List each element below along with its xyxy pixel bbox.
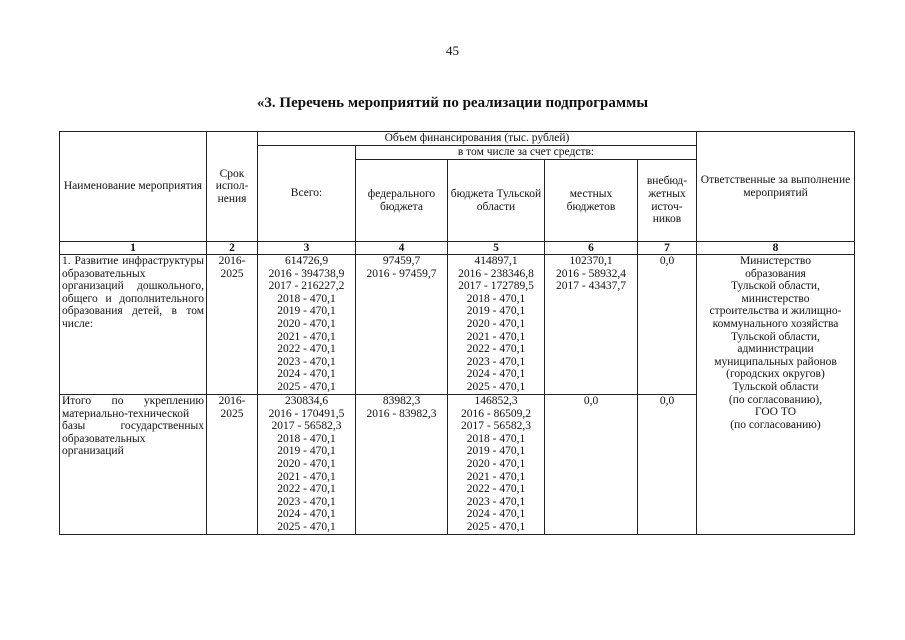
cell-line: Тульской области, (731, 330, 820, 343)
cell-line: 2016 - 97459,7 (366, 267, 437, 280)
cell-line: 2024 - 470,1 (466, 368, 526, 381)
header-federal: федерального бюджета (356, 160, 448, 242)
cell-line: 2020 - 470,1 (277, 317, 336, 330)
cell-line: 2023 - 470,1 (277, 495, 336, 508)
cell-line: 2021 - 470,1 (466, 330, 526, 343)
cell-line: (по согласованию) (730, 418, 821, 431)
cell-line: 2020 - 470,1 (277, 457, 336, 470)
cell-line: 2022 - 470,1 (466, 343, 526, 356)
cell-line: 146852,3 (474, 395, 518, 407)
cell-line: образования (745, 267, 806, 280)
cell-line: 2021 - 470,1 (277, 330, 336, 343)
cell-line: 2018 - 470,1 (466, 432, 526, 445)
cell-line: 2016 - 58932,4 (556, 267, 626, 280)
header-offbudget: внебюд-жетных источ-ников (638, 160, 697, 242)
cell-line: 2023 - 470,1 (277, 355, 336, 368)
page-number: 45 (446, 43, 459, 58)
cell-line: 414897,1 (474, 255, 518, 267)
cell-line: 2016 - 83982,3 (366, 407, 437, 420)
offbudget-amount: 0,0 (638, 255, 697, 395)
cell-line: 97459,7 (382, 255, 421, 267)
total-amounts (258, 395, 356, 535)
cell-line: 2018 - 470,1 (466, 292, 526, 305)
column-number: 5 (448, 242, 545, 255)
measure-name: Итого по укреплению материально-технической базы государственных образовательных организаций (60, 395, 207, 535)
cell-line: (городских округов) (726, 368, 825, 381)
cell-line: Тульской области, (731, 280, 820, 293)
measures-table (59, 131, 855, 535)
cell-line: 230834,6 (284, 395, 329, 407)
cell-line: 2022 - 470,1 (466, 483, 526, 496)
column-number: 4 (356, 242, 448, 255)
cell-line: администрации (737, 343, 814, 356)
cell-line: 2022 - 470,1 (277, 343, 336, 356)
federal-amounts (356, 395, 448, 535)
cell-line: 2016 - 170491,5 (268, 407, 345, 420)
cell-line: 2025 - 470,1 (277, 380, 336, 393)
offbudget-amount: 0,0 (638, 395, 697, 535)
column-number-row (60, 242, 855, 255)
column-number: 7 (638, 242, 697, 255)
cell-line: 2016 - 86509,2 (461, 407, 531, 420)
header-regional: бюджета Тульской области (448, 160, 545, 242)
total-amounts (258, 255, 356, 395)
cell-line: 2024 - 470,1 (277, 368, 336, 381)
header-total: Всего: (258, 146, 356, 242)
cell-line: 2019 - 470,1 (277, 445, 336, 458)
local-amounts (545, 395, 638, 535)
cell-line: 2020 - 470,1 (466, 317, 526, 330)
cell-line: 2017 - 56582,3 (271, 420, 342, 433)
header-local: местных бюджетов (545, 160, 638, 242)
measure-name: 1. Развитие инфраструктуры образовательных организаций дошкольного, общего и дополнительного образования детей, в том числе: (60, 255, 207, 395)
cell-line: 2020 - 470,1 (466, 457, 526, 470)
cell-line: 2017 - 216227,2 (268, 280, 345, 293)
cell-line: Тульской области (732, 380, 819, 393)
cell-line: 2019 - 470,1 (466, 445, 526, 458)
page-heading: «3. Перечень мероприятий по реализации подпрограммы (256, 95, 649, 111)
cell-line: строительства и жилищно- (709, 305, 842, 318)
cell-line: 2019 - 470,1 (277, 305, 336, 318)
cell-line: 0,0 (583, 395, 599, 407)
cell-line: ГОО ТО (754, 406, 797, 419)
cell-line: 2017 - 43437,7 (556, 280, 626, 293)
responsible-executors (697, 255, 855, 535)
measure-term: 2016-2025 (207, 395, 258, 535)
cell-line: 2021 - 470,1 (466, 470, 526, 483)
cell-line: 2025 - 470,1 (466, 520, 526, 533)
cell-line: министерство (741, 292, 810, 305)
cell-line: 2023 - 470,1 (466, 355, 526, 368)
table-row (60, 255, 855, 395)
cell-line: 2025 - 470,1 (277, 520, 336, 533)
local-amounts (545, 255, 638, 395)
cell-line: 2024 - 470,1 (277, 508, 336, 521)
cell-line: 2016 - 394738,9 (268, 267, 345, 280)
federal-amounts (356, 255, 448, 395)
cell-line: 2017 - 56582,3 (461, 420, 531, 433)
cell-line: 2025 - 470,1 (466, 380, 526, 393)
cell-line: 2022 - 470,1 (277, 483, 336, 496)
column-number: 6 (545, 242, 638, 255)
measure-term: 2016-2025 (207, 255, 258, 395)
header-sources: в том числе за счет средств: (356, 146, 697, 160)
cell-line: 2023 - 470,1 (466, 495, 526, 508)
regional-amounts (448, 395, 545, 535)
cell-line: 83982,3 (382, 395, 421, 407)
cell-line: муниципальных районов (714, 355, 837, 368)
header-responsible: Ответственные за выполнение мероприятий (697, 132, 855, 242)
cell-line: 102370,1 (569, 255, 613, 267)
header-funding: Объем финансирования (тыс. рублей) (258, 132, 697, 146)
header-term: Срок испол-нения (207, 132, 258, 242)
column-number: 1 (60, 242, 207, 255)
column-number: 2 (207, 242, 258, 255)
cell-line: Министерство (740, 255, 811, 267)
cell-line: коммунального хозяйства (712, 317, 839, 330)
column-number: 8 (697, 242, 855, 255)
column-number: 3 (258, 242, 356, 255)
cell-line: 614726,9 (284, 255, 329, 267)
header-name: Наименование мероприятия (60, 132, 207, 242)
regional-amounts (448, 255, 545, 395)
cell-line: 2018 - 470,1 (277, 292, 336, 305)
cell-line: 2018 - 470,1 (277, 432, 336, 445)
cell-line: (по согласованию), (728, 393, 823, 406)
cell-line: 2024 - 470,1 (466, 508, 526, 521)
cell-line: 2019 - 470,1 (466, 305, 526, 318)
cell-line: 2016 - 238346,8 (458, 267, 534, 280)
cell-line: 2021 - 470,1 (277, 470, 336, 483)
cell-line: 2017 - 172789,5 (458, 280, 534, 293)
